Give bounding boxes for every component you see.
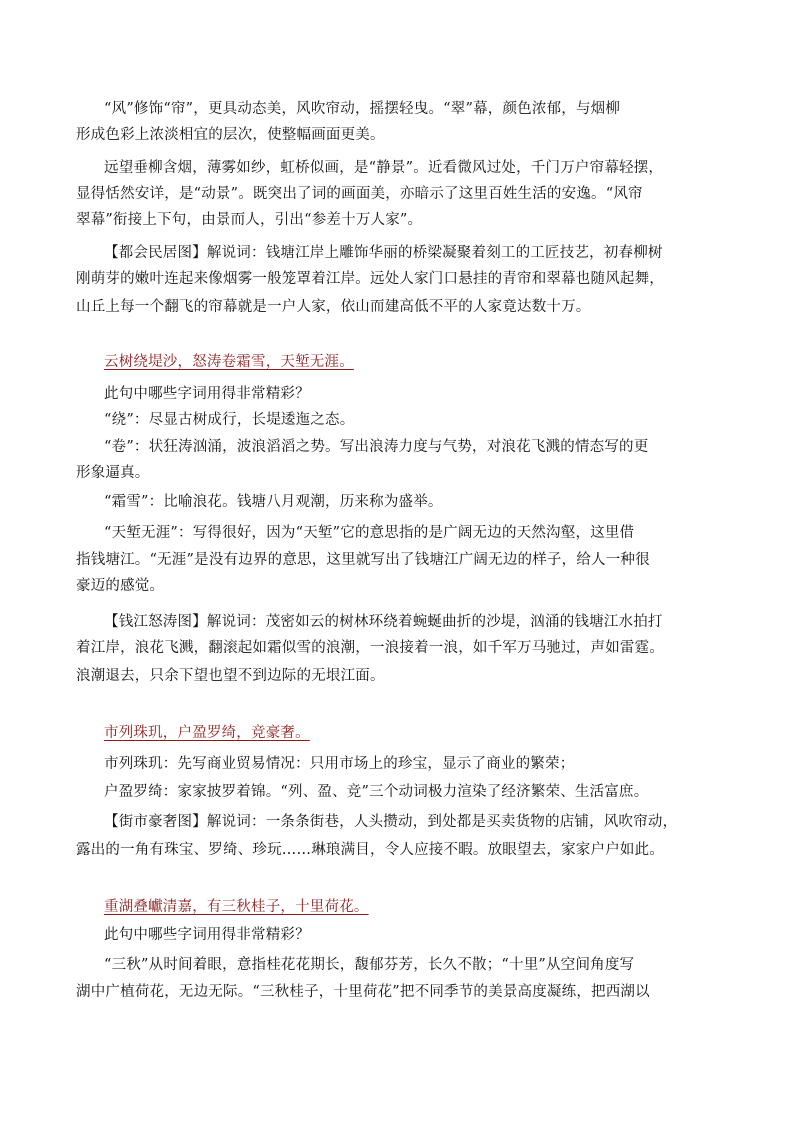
paragraph-line: 此句中哪些字词用得非常精彩？ <box>104 386 310 402</box>
paragraph-line: 远望垂柳含烟，薄雾如纱，虹桥似画，是“静景”。近看微风过处，千门万户帘幕轻摆， <box>104 160 664 176</box>
paragraph-line: 【街市豪奢图】解说词：一条条街巷，人头攒动，到处都是买卖货物的店铺，风吹帘动， <box>104 814 678 830</box>
paragraph-line: “天堑无涯”：写得很好，因为“天堑”它的意思指的是广阔无边的天然沟壑，这里借 <box>104 525 635 541</box>
paragraph-line: 户盈罗绮：家家披罗着锦。“列、盈、竞”三个动词极力渲染了经济繁荣、生活富庶。 <box>104 784 649 800</box>
paragraph-line: 着江岸，浪花飞溅，翻滚起如霜似雪的浪潮，一浪接着一浪，如千军万马驰过，声如雷霆。 <box>76 640 664 656</box>
paragraph-line: 指钱塘江。“无涯”是没有边界的意思，这里就写出了钱塘江广阔无边的样子，给人一种很 <box>76 552 650 568</box>
paragraph-line: 露出的一角有珠宝、罗绮、珍玩……琳琅满目，令人应接不暇。放眼望去，家家户户如此。 <box>76 842 664 858</box>
section-heading: 市列珠玑，户盈罗绮，竞豪奢。 <box>104 725 310 741</box>
paragraph-line: 刚萌芽的嫩叶连起来像烟雾一般笼罩着江岸。远处人家门口悬挂的青帘和翠幕也随风起舞， <box>76 271 664 287</box>
paragraph-line: 湖中广植荷花，无边无际。“三秋桂子，十里荷花”把不同季节的美景高度凝练，把西湖以 <box>76 984 650 1000</box>
paragraph-line: “绕”：尽显古树成行，长堤逶迤之态。 <box>104 412 355 428</box>
paragraph-line: 【钱江怒涛图】解说词：茂密如云的树林环绕着蜿蜒曲折的沙堤，汹涌的钱塘江水拍打 <box>104 614 663 630</box>
paragraph-line: “霜雪”：比喻浪花。钱塘八月观潮，历来称为盛举。 <box>104 494 443 510</box>
paragraph-line: 形象逼真。 <box>76 465 150 481</box>
paragraph-line: “风”修饰“帘”，更具动态美，风吹帘动，摇摆轻曳。“翠”幕，颜色浓郁，与烟柳 <box>104 101 621 117</box>
paragraph-line: 翠幕”衔接上下句，由景而人，引出“参差十万人家”。 <box>76 212 423 228</box>
paragraph-line: 山丘上每一个翻飞的帘幕就是一户人家，依山而建高低不平的人家竟达数十万。 <box>76 299 591 315</box>
paragraph-line: 浪潮退去，只余下望也望不到边际的无垠江面。 <box>76 668 385 684</box>
section-heading: 重湖叠巘清嘉，有三秋桂子，十里荷花。 <box>104 899 369 915</box>
paragraph-line: 此句中哪些字词用得非常精彩？ <box>104 927 310 943</box>
paragraph-line: 豪迈的感觉。 <box>76 578 165 594</box>
paragraph-line: “三秋”从时间着眼，意指桂花花期长，馥郁芬芳，长久不散；“十里”从空间角度写 <box>104 957 635 973</box>
section-heading: 云树绕堤沙，怒涛卷霜雪，天堑无涯。 <box>104 354 354 370</box>
paragraph-line: 【都会民居图】解说词：钱塘江岸上雕饰华丽的桥梁凝聚着刻工的工匠技艺，初春柳树 <box>104 245 663 261</box>
paragraph-line: 形成色彩上浓淡相宜的层次，使整幅画面更美。 <box>76 127 385 143</box>
paragraph-line: 显得恬然安详，是“动景”。既突出了词的画面美，亦暗示了这里百姓生活的安逸。“风帘 <box>76 186 643 202</box>
paragraph-line: 市列珠玑：先写商业贸易情况：只用市场上的珍宝，显示了商业的繁荣； <box>104 756 575 772</box>
paragraph-line: “卷”：状狂涛汹涌，波浪滔滔之势。写出浪涛力度与气势，对浪花飞溅的情态写的更 <box>104 439 649 455</box>
